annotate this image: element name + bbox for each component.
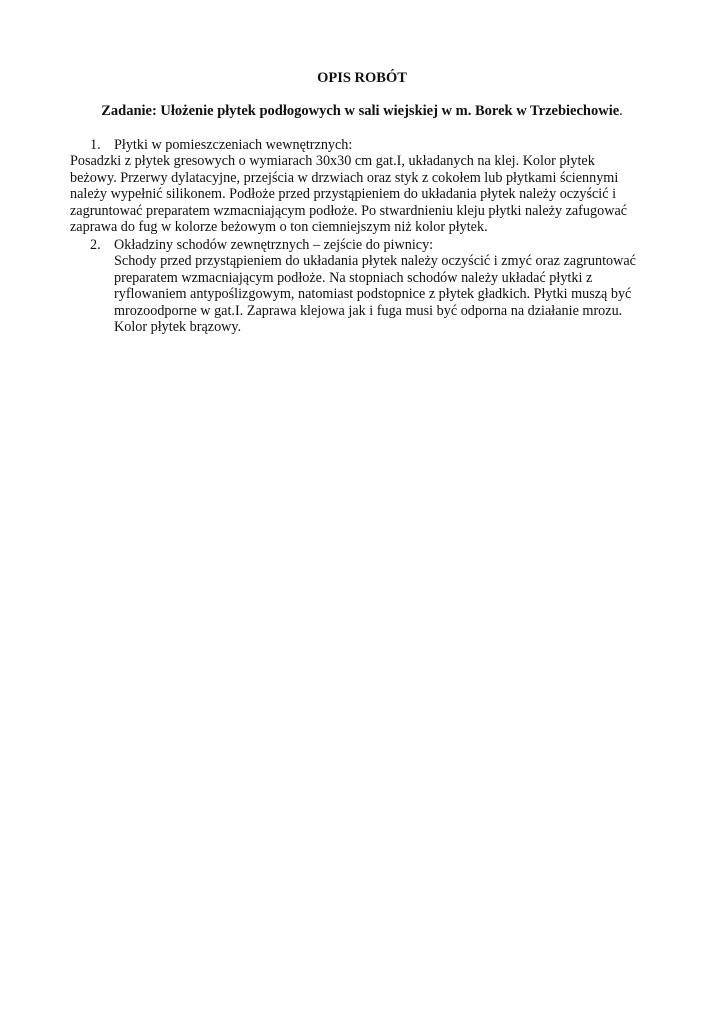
list-item-2-body bbox=[114, 253, 660, 336]
list-item-1-title: Płytki w pomieszczeniach wewnętrznych: bbox=[114, 137, 353, 153]
list-item-1-body bbox=[70, 153, 660, 236]
subtitle-period: . bbox=[619, 103, 623, 119]
paragraph-line: mrozoodporne w gat.I. Zaprawa klejowa jak i fuga musi być odporna na działanie mrozu. bbox=[114, 302, 623, 319]
list-item-2-title: Okładziny schodów zewnętrznych – zejście do piwnicy: bbox=[114, 237, 434, 253]
paragraph-line: preparatem wzmacniającym podłoże. Na stopniach schodów należy układać płytki z bbox=[114, 269, 593, 286]
paragraph-line: Schody przed przystąpieniem do układania płytek należy oczyścić i zmyć oraz zagruntować bbox=[114, 253, 636, 269]
paragraph-line: Kolor płytek brązowy. bbox=[114, 319, 242, 336]
task-description: Zadanie: Ułożenie płytek podłogowych w sali wiejskiej w m. Borek w Trzebiechowie bbox=[101, 103, 620, 119]
paragraph-line: zagruntować preparatem wzmacniającym podłoże. Po stwardnieniu kleju płytki należy zafugować bbox=[70, 202, 628, 219]
list-item-2-number: 2. bbox=[90, 237, 101, 253]
paragraph-line: Posadzki z płytek gresowych o wymiarach 30x30 cm gat.I, układanych na klej. Kolor płytek bbox=[70, 153, 595, 169]
list-item-1-number: 1. bbox=[90, 137, 101, 153]
paragraph-line: ryflowaniem antypoślizgowym, natomiast podstopnice z płytek gładkich. Płytki muszą być bbox=[114, 286, 632, 303]
paragraph-line: należy wypełnić silikonem. Podłoże przed przystąpieniem do układania płytek należy oczyścić i bbox=[70, 186, 617, 203]
document-subtitle bbox=[0, 102, 724, 120]
paragraph-line: beżowy. Przerwy dylatacyjne, przejścia w drzwiach oraz styk z cokołem lub płytkami ściennymi bbox=[70, 169, 619, 186]
paragraph-line: zaprawa do fug w kolorze beżowym o ton ciemniejszym niż kolor płytek. bbox=[70, 219, 488, 236]
document-title: OPIS ROBÓT bbox=[317, 70, 407, 86]
